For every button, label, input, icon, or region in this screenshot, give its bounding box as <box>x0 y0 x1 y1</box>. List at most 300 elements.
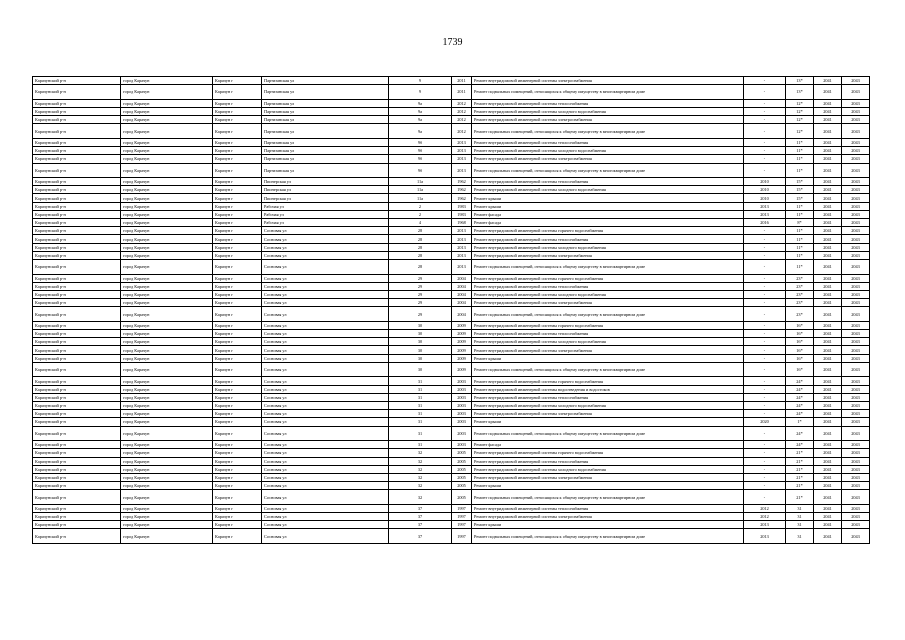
house-number-cell: 37 <box>389 504 452 512</box>
build-year-cell: 1962 <box>452 178 472 186</box>
work-type-cell: Ремонт фасада <box>472 219 744 227</box>
table-row <box>33 251 870 259</box>
table-row <box>33 243 870 251</box>
interval-cell: 11* <box>786 251 814 259</box>
work-type-cell: Ремонт внутридомовой инженерной системы электроснабжения <box>472 346 744 354</box>
build-year-cell: 1968 <box>452 219 472 227</box>
work-type-cell: Ремонт подвальных помещений, относящихся к общему имуществу в многоквартирном доме <box>472 259 744 274</box>
interval-cell: 11* <box>786 147 814 155</box>
city-cell: Карачун г <box>213 202 262 210</box>
plan-end-cell: 2043 <box>842 449 870 457</box>
street-cell: Сосновая ул <box>262 321 389 329</box>
city-cell: Карачун г <box>213 513 262 521</box>
last-repair-year-cell: - <box>744 290 786 298</box>
interval-cell: 24* <box>786 393 814 401</box>
build-year-cell: 2003 <box>452 441 472 449</box>
city-cell: Карачун г <box>213 362 262 377</box>
district-cell: Карачунский р-н <box>33 138 121 146</box>
town-cell: город Карачун <box>121 465 213 473</box>
plan-start-cell: 2041 <box>814 202 842 210</box>
build-year-cell: 2013 <box>452 235 472 243</box>
interval-cell: 13* <box>786 77 814 85</box>
street-cell: Сосновая ул <box>262 410 389 418</box>
build-year-cell: 2013 <box>452 155 472 163</box>
district-cell: Карачунский р-н <box>33 85 121 100</box>
town-cell: город Карачун <box>121 490 213 505</box>
build-year-cell: 2012 <box>452 107 472 115</box>
build-year-cell: 2005 <box>452 473 472 481</box>
interval-cell: 11* <box>786 259 814 274</box>
street-cell: Сосновая ул <box>262 521 389 529</box>
plan-end-cell: 2043 <box>842 290 870 298</box>
table-row <box>33 99 870 107</box>
plan-start-cell: 2041 <box>814 251 842 259</box>
house-number-cell: 30 <box>389 354 452 362</box>
interval-cell: 23* <box>786 274 814 282</box>
district-cell: Карачунский р-н <box>33 194 121 202</box>
interval-cell: 24* <box>786 377 814 385</box>
town-cell: город Карачун <box>121 147 213 155</box>
table-row <box>33 210 870 218</box>
last-repair-year-cell: 2016 <box>744 219 786 227</box>
last-repair-year-cell: - <box>744 259 786 274</box>
interval-cell: 23* <box>786 290 814 298</box>
plan-start-cell: 2041 <box>814 163 842 178</box>
last-repair-year-cell: - <box>744 227 786 235</box>
interval-cell: 23* <box>786 282 814 290</box>
town-cell: город Карачун <box>121 85 213 100</box>
build-year-cell: 2009 <box>452 338 472 346</box>
last-repair-year-cell: - <box>744 482 786 490</box>
street-cell: Сосновая ул <box>262 449 389 457</box>
city-cell: Карачун г <box>213 85 262 100</box>
town-cell: город Карачун <box>121 290 213 298</box>
plan-end-cell: 2043 <box>842 338 870 346</box>
last-repair-year-cell: - <box>744 107 786 115</box>
district-cell: Карачунский р-н <box>33 410 121 418</box>
city-cell: Карачун г <box>213 490 262 505</box>
plan-end-cell: 2043 <box>842 202 870 210</box>
work-type-cell: Ремонт внутридомовой инженерной системы горячего водоснабжения <box>472 227 744 235</box>
city-cell: Карачун г <box>213 473 262 481</box>
work-type-cell: Ремонт внутридомовой инженерной системы электроснабжения <box>472 77 744 85</box>
district-cell: Карачунский р-н <box>33 107 121 115</box>
table-row <box>33 307 870 322</box>
work-type-cell: Ремонт крыши <box>472 418 744 426</box>
build-year-cell: 2013 <box>452 259 472 274</box>
work-type-cell: Ремонт внутридомовой инженерной системы электроснабжения <box>472 299 744 307</box>
town-cell: город Карачун <box>121 210 213 218</box>
interval-cell: 12* <box>786 99 814 107</box>
city-cell: Карачун г <box>213 99 262 107</box>
table-row <box>33 457 870 465</box>
street-cell: Сосновая ул <box>262 299 389 307</box>
work-type-cell: Ремонт внутридомовой инженерной системы холодного водоснабжения <box>472 290 744 298</box>
last-repair-year-cell: - <box>744 393 786 401</box>
plan-end-cell: 2043 <box>842 274 870 282</box>
work-type-cell: Ремонт подвальных помещений, относящихся к общему имуществу в многоквартирном доме <box>472 307 744 322</box>
last-repair-year-cell: - <box>744 377 786 385</box>
last-repair-year-cell: - <box>744 465 786 473</box>
interval-cell: 31 <box>786 529 814 544</box>
work-type-cell: Ремонт внутридомовой инженерной системы холодного водоснабжения <box>472 107 744 115</box>
work-type-cell: Ремонт крыши <box>472 482 744 490</box>
build-year-cell: 2004 <box>452 307 472 322</box>
street-cell: Сосновая ул <box>262 377 389 385</box>
street-cell: Сосновая ул <box>262 465 389 473</box>
street-cell: Сосновая ул <box>262 513 389 521</box>
town-cell: город Карачун <box>121 321 213 329</box>
street-cell: Сосновая ул <box>262 243 389 251</box>
build-year-cell: 2013 <box>452 138 472 146</box>
work-type-cell: Ремонт подвальных помещений, относящихся к общему имуществу в многоквартирном доме <box>472 490 744 505</box>
interval-cell: 11* <box>786 138 814 146</box>
street-cell: Партизанская ул <box>262 163 389 178</box>
plan-end-cell: 2043 <box>842 504 870 512</box>
repair-schedule-table <box>32 76 870 544</box>
build-year-cell: 2011 <box>452 77 472 85</box>
last-repair-year-cell: - <box>744 490 786 505</box>
work-type-cell: Ремонт фасада <box>472 441 744 449</box>
interval-cell: 31 <box>786 513 814 521</box>
town-cell: город Карачун <box>121 441 213 449</box>
table-row <box>33 426 870 441</box>
interval-cell: 23* <box>786 299 814 307</box>
town-cell: город Карачун <box>121 227 213 235</box>
plan-end-cell: 2043 <box>842 124 870 139</box>
interval-cell: 16* <box>786 354 814 362</box>
district-cell: Карачунский р-н <box>33 163 121 178</box>
street-cell: Сосновая ул <box>262 330 389 338</box>
work-type-cell: Ремонт внутридомовой инженерной системы холодного водоснабжения <box>472 243 744 251</box>
city-cell: Карачун г <box>213 77 262 85</box>
city-cell: Карачун г <box>213 235 262 243</box>
city-cell: Карачун г <box>213 116 262 124</box>
street-cell: Сосновая ул <box>262 282 389 290</box>
interval-cell: 21* <box>786 465 814 473</box>
street-cell: Пионерская ул <box>262 178 389 186</box>
town-cell: город Карачун <box>121 116 213 124</box>
last-repair-year-cell: - <box>744 307 786 322</box>
last-repair-year-cell: - <box>744 77 786 85</box>
plan-start-cell: 2041 <box>814 186 842 194</box>
house-number-cell: 32 <box>389 449 452 457</box>
house-number-cell: 30 <box>389 321 452 329</box>
town-cell: город Карачун <box>121 274 213 282</box>
table-row <box>33 465 870 473</box>
plan-start-cell: 2041 <box>814 85 842 100</box>
plan-end-cell: 2043 <box>842 85 870 100</box>
house-number-cell: 9 <box>389 77 452 85</box>
house-number-cell: 31 <box>389 441 452 449</box>
city-cell: Карачун г <box>213 449 262 457</box>
last-repair-year-cell: - <box>744 385 786 393</box>
house-number-cell: 32 <box>389 490 452 505</box>
table-row <box>33 441 870 449</box>
district-cell: Карачунский р-н <box>33 227 121 235</box>
city-cell: Карачун г <box>213 402 262 410</box>
plan-end-cell: 2043 <box>842 410 870 418</box>
last-repair-year-cell: - <box>744 402 786 410</box>
house-number-cell: 29 <box>389 274 452 282</box>
build-year-cell: 2005 <box>452 465 472 473</box>
work-type-cell: Ремонт внутридомовой инженерной системы холодного водоснабжения <box>472 186 744 194</box>
house-number-cell: 30 <box>389 338 452 346</box>
house-number-cell: 37 <box>389 513 452 521</box>
interval-cell: 31 <box>786 521 814 529</box>
house-number-cell: 28 <box>389 243 452 251</box>
town-cell: город Карачун <box>121 138 213 146</box>
plan-end-cell: 2043 <box>842 235 870 243</box>
build-year-cell: 1997 <box>452 521 472 529</box>
district-cell: Карачунский р-н <box>33 321 121 329</box>
district-cell: Карачунский р-н <box>33 377 121 385</box>
city-cell: Карачун г <box>213 155 262 163</box>
table-row <box>33 529 870 544</box>
last-repair-year-cell: - <box>744 346 786 354</box>
build-year-cell: 2012 <box>452 116 472 124</box>
build-year-cell: 1997 <box>452 529 472 544</box>
town-cell: город Карачун <box>121 235 213 243</box>
district-cell: Карачунский р-н <box>33 330 121 338</box>
interval-cell: 12* <box>786 116 814 124</box>
district-cell: Карачунский р-н <box>33 441 121 449</box>
town-cell: город Карачун <box>121 307 213 322</box>
plan-end-cell: 2043 <box>842 330 870 338</box>
district-cell: Карачунский р-н <box>33 219 121 227</box>
town-cell: город Карачун <box>121 202 213 210</box>
district-cell: Карачунский р-н <box>33 202 121 210</box>
house-number-cell: 31 <box>389 393 452 401</box>
district-cell: Карачунский р-н <box>33 274 121 282</box>
last-repair-year-cell: - <box>744 124 786 139</box>
last-repair-year-cell: - <box>744 426 786 441</box>
interval-cell: 15* <box>786 194 814 202</box>
page-number: 1739 <box>442 37 463 48</box>
district-cell: Карачунский р-н <box>33 529 121 544</box>
interval-cell: 21* <box>786 457 814 465</box>
city-cell: Карачун г <box>213 441 262 449</box>
street-cell: Сосновая ул <box>262 473 389 481</box>
build-year-cell: 2003 <box>452 410 472 418</box>
street-cell: Сосновая ул <box>262 504 389 512</box>
build-year-cell: 2013 <box>452 147 472 155</box>
plan-end-cell: 2043 <box>842 251 870 259</box>
table-row <box>33 85 870 100</box>
street-cell: Партизанская ул <box>262 147 389 155</box>
build-year-cell: 2005 <box>452 457 472 465</box>
street-cell: Сосновая ул <box>262 457 389 465</box>
plan-start-cell: 2041 <box>814 243 842 251</box>
town-cell: город Карачун <box>121 243 213 251</box>
street-cell: Партизанская ул <box>262 99 389 107</box>
street-cell: Сосновая ул <box>262 235 389 243</box>
town-cell: город Карачун <box>121 354 213 362</box>
house-number-cell: 2 <box>389 202 452 210</box>
interval-cell: 11* <box>786 210 814 218</box>
town-cell: город Карачун <box>121 338 213 346</box>
table-row <box>33 402 870 410</box>
city-cell: Карачун г <box>213 393 262 401</box>
town-cell: город Карачун <box>121 426 213 441</box>
house-number-cell: 9б <box>389 147 452 155</box>
house-number-cell: 9б <box>389 155 452 163</box>
city-cell: Карачун г <box>213 178 262 186</box>
build-year-cell: 1962 <box>452 186 472 194</box>
street-cell: Рабочая ул <box>262 219 389 227</box>
district-cell: Карачунский р-н <box>33 504 121 512</box>
plan-start-cell: 2041 <box>814 354 842 362</box>
plan-end-cell: 2043 <box>842 465 870 473</box>
work-type-cell: Ремонт подвальных помещений, относящихся к общему имуществу в многоквартирном доме <box>472 85 744 100</box>
plan-end-cell: 2043 <box>842 362 870 377</box>
plan-end-cell: 2043 <box>842 210 870 218</box>
district-cell: Карачунский р-н <box>33 99 121 107</box>
last-repair-year-cell: - <box>744 330 786 338</box>
build-year-cell: 2013 <box>452 243 472 251</box>
district-cell: Карачунский р-н <box>33 259 121 274</box>
interval-cell: 24* <box>786 385 814 393</box>
table-row <box>33 227 870 235</box>
work-type-cell: Ремонт внутридомовой инженерной системы горячего водоснабжения <box>472 321 744 329</box>
city-cell: Карачун г <box>213 307 262 322</box>
town-cell: город Карачун <box>121 282 213 290</box>
interval-cell: 11* <box>786 227 814 235</box>
town-cell: город Карачун <box>121 251 213 259</box>
plan-end-cell: 2043 <box>842 521 870 529</box>
city-cell: Карачун г <box>213 163 262 178</box>
plan-start-cell: 2041 <box>814 219 842 227</box>
table-row <box>33 393 870 401</box>
plan-start-cell: 2041 <box>814 124 842 139</box>
build-year-cell: 2003 <box>452 418 472 426</box>
plan-start-cell: 2041 <box>814 504 842 512</box>
street-cell: Рабочая ул <box>262 202 389 210</box>
build-year-cell: 2005 <box>452 490 472 505</box>
district-cell: Карачунский р-н <box>33 235 121 243</box>
table-row <box>33 235 870 243</box>
house-number-cell: 29 <box>389 290 452 298</box>
city-cell: Карачун г <box>213 186 262 194</box>
work-type-cell: Ремонт внутридомовой инженерной системы электроснабжения <box>472 410 744 418</box>
work-type-cell: Ремонт подвальных помещений, относящихся к общему имуществу в многоквартирном доме <box>472 362 744 377</box>
last-repair-year-cell: - <box>744 441 786 449</box>
plan-start-cell: 2041 <box>814 473 842 481</box>
last-repair-year-cell: - <box>744 85 786 100</box>
plan-end-cell: 2043 <box>842 418 870 426</box>
work-type-cell: Ремонт внутридомовой инженерной системы теплоснабжения <box>472 330 744 338</box>
work-type-cell: Ремонт внутридомовой инженерной системы теплоснабжения <box>472 235 744 243</box>
work-type-cell: Ремонт подвальных помещений, относящихся к общему имуществу в многоквартирном доме <box>472 529 744 544</box>
plan-start-cell: 2041 <box>814 529 842 544</box>
district-cell: Карачунский р-н <box>33 210 121 218</box>
city-cell: Карачун г <box>213 521 262 529</box>
district-cell: Карачунский р-н <box>33 402 121 410</box>
table-row <box>33 330 870 338</box>
table-row <box>33 418 870 426</box>
town-cell: город Карачун <box>121 473 213 481</box>
table-row <box>33 116 870 124</box>
interval-cell: 1* <box>786 418 814 426</box>
district-cell: Карачунский р-н <box>33 147 121 155</box>
interval-cell: 16* <box>786 362 814 377</box>
house-number-cell: 31 <box>389 426 452 441</box>
district-cell: Карачунский р-н <box>33 457 121 465</box>
table-row <box>33 194 870 202</box>
city-cell: Карачун г <box>213 290 262 298</box>
plan-start-cell: 2041 <box>814 210 842 218</box>
last-repair-year-cell: - <box>744 235 786 243</box>
street-cell: Партизанская ул <box>262 107 389 115</box>
town-cell: город Карачун <box>121 99 213 107</box>
interval-cell: 8* <box>786 219 814 227</box>
last-repair-year-cell: - <box>744 321 786 329</box>
last-repair-year-cell: - <box>744 251 786 259</box>
build-year-cell: 2011 <box>452 85 472 100</box>
town-cell: город Карачун <box>121 219 213 227</box>
town-cell: город Карачун <box>121 418 213 426</box>
town-cell: город Карачун <box>121 402 213 410</box>
interval-cell: 12* <box>786 107 814 115</box>
town-cell: город Карачун <box>121 521 213 529</box>
last-repair-year-cell: 2013 <box>744 210 786 218</box>
town-cell: город Карачун <box>121 194 213 202</box>
town-cell: город Карачун <box>121 155 213 163</box>
house-number-cell: 32 <box>389 482 452 490</box>
house-number-cell: 9 <box>389 85 452 100</box>
interval-cell: 16* <box>786 330 814 338</box>
table-row <box>33 338 870 346</box>
town-cell: город Карачун <box>121 77 213 85</box>
house-number-cell: 9а <box>389 107 452 115</box>
city-cell: Карачун г <box>213 147 262 155</box>
house-number-cell: 31 <box>389 377 452 385</box>
city-cell: Карачун г <box>213 377 262 385</box>
plan-start-cell: 2041 <box>814 393 842 401</box>
interval-cell: 11* <box>786 155 814 163</box>
district-cell: Карачунский р-н <box>33 243 121 251</box>
table-row <box>33 449 870 457</box>
build-year-cell: 2009 <box>452 362 472 377</box>
city-cell: Карачун г <box>213 210 262 218</box>
plan-end-cell: 2043 <box>842 155 870 163</box>
table-row <box>33 290 870 298</box>
house-number-cell: 30 <box>389 330 452 338</box>
town-cell: город Карачун <box>121 163 213 178</box>
house-number-cell: 32 <box>389 473 452 481</box>
district-cell: Карачунский р-н <box>33 362 121 377</box>
build-year-cell: 2013 <box>452 163 472 178</box>
district-cell: Карачунский р-н <box>33 490 121 505</box>
street-cell: Партизанская ул <box>262 155 389 163</box>
street-cell: Сосновая ул <box>262 290 389 298</box>
city-cell: Карачун г <box>213 418 262 426</box>
last-repair-year-cell: 2010 <box>744 186 786 194</box>
house-number-cell: 31 <box>389 402 452 410</box>
last-repair-year-cell: - <box>744 410 786 418</box>
city-cell: Карачун г <box>213 251 262 259</box>
plan-end-cell: 2043 <box>842 282 870 290</box>
plan-end-cell: 2043 <box>842 482 870 490</box>
district-cell: Карачунский р-н <box>33 77 121 85</box>
interval-cell: 21* <box>786 473 814 481</box>
plan-end-cell: 2043 <box>842 299 870 307</box>
work-type-cell: Ремонт внутридомовой инженерной системы теплоснабжения <box>472 99 744 107</box>
work-type-cell: Ремонт внутридомовой инженерной системы электроснабжения <box>472 251 744 259</box>
interval-cell: 15* <box>786 178 814 186</box>
work-type-cell: Ремонт внутридомовой инженерной системы холодного водоснабжения <box>472 338 744 346</box>
plan-start-cell: 2041 <box>814 227 842 235</box>
